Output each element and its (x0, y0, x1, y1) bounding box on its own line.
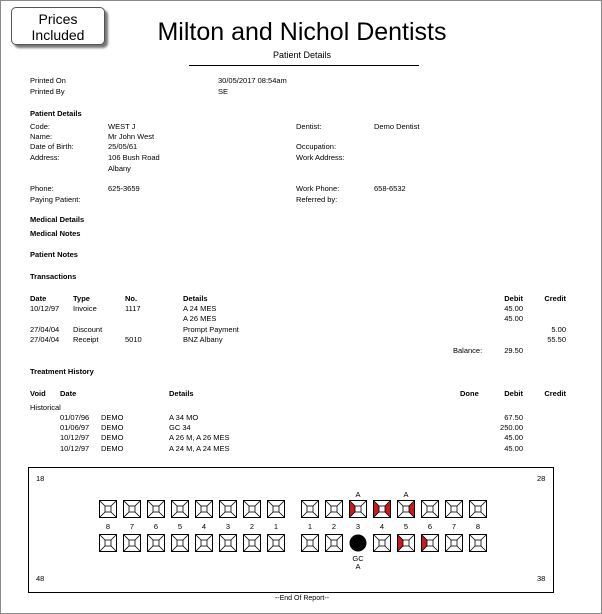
tooth-number-label: 4 (379, 522, 385, 531)
code-value: WEST J (108, 122, 136, 131)
title-rule (189, 65, 419, 66)
lower-tooth-4[interactable] (171, 534, 189, 552)
lower-tooth-5[interactable] (195, 534, 213, 552)
lower-tooth-14[interactable] (421, 534, 439, 552)
balance-label: Balance: (453, 346, 483, 355)
patient-details-heading: Patient Details (30, 109, 82, 118)
upper-tooth-11[interactable] (349, 500, 367, 518)
th-group-historical: Historical (30, 403, 61, 412)
tooth-number-label: 5 (177, 522, 183, 531)
tooth-number-label: 1 (273, 522, 279, 531)
th-row-3-who: DEMO (101, 433, 124, 442)
tooth-number-label: 8 (105, 522, 111, 531)
th-row-4-date: 10/12/97 (60, 444, 90, 453)
upper-tooth-2[interactable] (123, 500, 141, 518)
th-row-3-debit: 45.00 (504, 433, 523, 442)
tx-row-3-credit: 5.00 (551, 325, 566, 334)
tooth-number-label: 7 (129, 522, 135, 531)
th-row-3-date: 10/12/97 (60, 433, 90, 442)
tooth-number-label: 4 (201, 522, 207, 531)
th-row-4-debit: 45.00 (504, 444, 523, 453)
tx-row-2-debit: 45.00 (504, 314, 523, 323)
th-header-done: Done (460, 389, 479, 398)
name-label: Name: (30, 132, 53, 141)
upper-tooth-15[interactable] (445, 500, 463, 518)
lower-tooth-8[interactable] (267, 534, 285, 552)
tooth-number-label: 1 (307, 522, 313, 531)
upper-tooth-3[interactable] (147, 500, 165, 518)
lower-tooth-1[interactable] (99, 534, 117, 552)
lower-tooth-16[interactable] (469, 534, 487, 552)
tx-row-4-date: 27/04/04 (30, 335, 60, 344)
lower-tooth-15[interactable] (445, 534, 463, 552)
lower-tooth-7[interactable] (243, 534, 261, 552)
chart-corner-tl: 18 (36, 474, 45, 483)
paying-patient-label: Paying Patient: (30, 195, 81, 204)
tx-header-no: No. (125, 294, 138, 303)
th-row-2-date: 01/06/97 (60, 423, 90, 432)
patient-notes-heading: Patient Notes (30, 250, 78, 259)
th-row-2-debit: 250.00 (500, 423, 523, 432)
tx-row-1-date: 10/12/97 (30, 304, 60, 313)
upper-tooth-mark: A (355, 490, 361, 499)
tx-header-details: Details (183, 294, 208, 303)
th-row-2-who: DEMO (101, 423, 124, 432)
referred-by-label: Referred by: (296, 195, 338, 204)
tooth-number-label: 6 (153, 522, 159, 531)
end-of-report: --End Of Report-- (274, 595, 330, 602)
tooth-number-label: 7 (451, 522, 457, 531)
tooth-number-label: 3 (355, 522, 361, 531)
tx-row-4-details: BNZ Albany (183, 335, 223, 344)
report-title: Milton and Nichol Dentists (157, 18, 447, 46)
tooth-number-label: 6 (427, 522, 433, 531)
medical-notes-heading: Medical Notes (30, 229, 81, 238)
lower-crown-label: A (355, 562, 361, 571)
tooth-number-label: 2 (249, 522, 255, 531)
chart-corner-tr: 28 (537, 474, 546, 483)
th-row-3-details: A 26 M, A 26 MES (169, 433, 230, 442)
tooth-number-label: 8 (475, 522, 481, 531)
th-row-1-who: DEMO (101, 413, 124, 422)
tx-row-4-credit: 55.50 (547, 335, 566, 344)
occupation-label: Occupation: (296, 142, 337, 151)
tx-row-1-no: 1117 (125, 304, 141, 313)
tx-row-4-no: 5010 (125, 335, 142, 344)
tx-row-1-type: Invoice (73, 304, 97, 313)
dentist-label: Dentist: (296, 122, 322, 131)
th-header-date: Date (60, 389, 77, 398)
tx-row-2-details: A 26 MES (183, 314, 217, 323)
upper-tooth-12[interactable] (373, 500, 391, 518)
address-label: Address: (30, 153, 60, 162)
tx-row-4-type: Receipt (73, 335, 99, 344)
tx-row-3-date: 27/04/04 (30, 325, 60, 334)
upper-tooth-8[interactable] (267, 500, 285, 518)
upper-tooth-13[interactable] (397, 500, 415, 518)
transactions-heading: Transactions (30, 272, 77, 281)
code-label: Code: (30, 122, 51, 131)
work-phone-label: Work Phone: (296, 184, 340, 193)
lower-tooth-6[interactable] (219, 534, 237, 552)
badge-line2: Included (31, 27, 85, 43)
medical-details-heading: Medical Details (30, 215, 85, 224)
chart-corner-br: 38 (537, 574, 546, 583)
treatment-history-heading: Treatment History (30, 367, 94, 376)
address-line2: Albany (108, 164, 131, 173)
badge-line1: Prices (38, 11, 78, 27)
th-header-details: Details (169, 389, 194, 398)
tx-header-type: Type (73, 294, 90, 303)
printed-on-value: 30/05/2017 08:54am (218, 76, 287, 85)
upper-tooth-4[interactable] (171, 500, 189, 518)
th-header-void: Void (30, 389, 46, 398)
upper-tooth-14[interactable] (421, 500, 439, 518)
phone-label: Phone: (30, 184, 54, 193)
tooth-number-label: 2 (331, 522, 337, 531)
th-row-2-details: GC 34 (169, 423, 191, 432)
chart-corner-bl: 48 (36, 574, 45, 583)
th-header-debit: Debit (504, 389, 523, 398)
upper-tooth-mark: A (403, 490, 409, 499)
tx-row-1-details: A 24 MES (183, 304, 217, 313)
tx-row-3-type: Discount (73, 325, 103, 334)
upper-tooth-10[interactable] (325, 500, 343, 518)
work-address-label: Work Address: (296, 153, 345, 162)
work-phone-value: 658-6532 (374, 184, 406, 193)
tooth-number-label: 3 (225, 522, 231, 531)
tx-header-debit: Debit (504, 294, 523, 303)
dentist-value: Demo Dentist (374, 122, 420, 131)
th-header-credit: Credit (544, 389, 566, 398)
tx-header-date: Date (30, 294, 47, 303)
lower-tooth-13[interactable] (397, 534, 415, 552)
th-row-1-debit: 67.50 (504, 413, 523, 422)
dental-chart (28, 467, 554, 593)
dob-value: 25/05/61 (108, 142, 138, 151)
upper-tooth-16[interactable] (469, 500, 487, 518)
phone-value: 625-3659 (108, 184, 140, 193)
report-subtitle: Patient Details (272, 50, 332, 60)
tx-row-3-details: Prompt Payment (183, 325, 239, 334)
upper-tooth-6[interactable] (219, 500, 237, 518)
printed-on-label: Printed On (30, 76, 66, 85)
lower-tooth-12[interactable] (373, 534, 391, 552)
th-row-1-date: 01/07/96 (60, 413, 90, 422)
upper-tooth-5[interactable] (195, 500, 213, 518)
printed-by-label: Printed By (30, 87, 65, 96)
upper-tooth-7[interactable] (243, 500, 261, 518)
lower-tooth-10[interactable] (325, 534, 343, 552)
balance-value: 29.50 (504, 346, 523, 355)
upper-tooth-9[interactable] (301, 500, 319, 518)
name-value: Mr John West (108, 132, 155, 141)
lower-tooth-2[interactable] (123, 534, 141, 552)
printed-by-value: SE (218, 87, 229, 96)
th-row-1-details: A 34 MO (169, 413, 199, 422)
upper-tooth-1[interactable] (99, 500, 117, 518)
tx-row-1-debit: 45.00 (504, 304, 523, 313)
dob-label: Date of Birth: (30, 142, 74, 151)
th-row-4-who: DEMO (101, 444, 124, 453)
th-row-4-details: A 24 M, A 24 MES (169, 444, 230, 453)
lower-tooth-9[interactable] (301, 534, 319, 552)
tooth-number-label: 5 (403, 522, 409, 531)
lower-crown-label: GC (352, 554, 364, 563)
lower-tooth-3[interactable] (147, 534, 165, 552)
lower-tooth-11[interactable] (349, 534, 367, 552)
tx-header-credit: Credit (544, 294, 566, 303)
address-line1: 106 Bush Road (108, 153, 160, 162)
